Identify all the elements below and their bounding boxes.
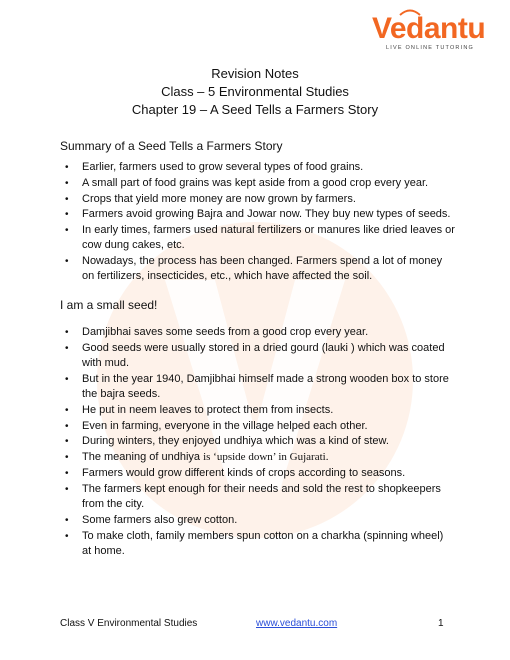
doc-heading-chapter: Chapter 19 – A Seed Tells a Farmers Story	[131, 102, 379, 117]
list-item: • Crops that yield more money are now grown by farmers.	[60, 192, 455, 207]
section-summary-title: Summary of a Seed Tells a Farmers Story	[60, 139, 283, 153]
list-item: • Nowadays, the process has been changed. Farmers spend a lot of money on fertilizers, insecticides, etc., which have affected the soil.	[60, 254, 455, 284]
list-item: • Farmers would grow different kinds of crops according to seasons.	[60, 466, 455, 481]
section-small-seed-title: I am a small seed!	[60, 298, 158, 312]
logo-accent-icon	[399, 8, 421, 16]
doc-heading-class: Class – 5 Environmental Studies	[161, 84, 349, 99]
doc-heading-revision-notes: Revision Notes	[211, 66, 299, 81]
list-item	[60, 450, 455, 465]
summary-list	[60, 160, 455, 285]
undhiya-prefix: The meaning of undhiya	[82, 451, 204, 464]
logo-wordmark: Vedantu	[372, 12, 486, 45]
list-item: • To make cloth, family members spun cotton on a charkha (spinning wheel) at home.	[60, 529, 455, 559]
list-item: • Even in farming, everyone in the village helped each other.	[60, 419, 455, 434]
list-item: • But in the year 1940, Damjibhai himself made a strong wooden box to store the bajra seeds.	[60, 372, 455, 402]
list-item: • Damjibhai saves some seeds from a good crop every year.	[60, 325, 455, 340]
list-item: • During winters, they enjoyed undhiya which was a kind of stew.	[60, 434, 455, 449]
logo-tagline: LIVE ONLINE TUTORING	[386, 45, 474, 51]
list-item: • Earlier, farmers used to grow several types of food grains.	[60, 160, 455, 175]
list-item: • Good seeds were usually stored in a dried gourd (lauki ) which was coated with mud.	[60, 341, 455, 371]
list-item: • Some farmers also grew cotton.	[60, 513, 455, 528]
list-item: • Farmers avoid growing Bajra and Jowar now. They buy new types of seeds.	[60, 207, 455, 222]
list-item: • He put in neem leaves to protect them from insects.	[60, 403, 455, 418]
undhiya-meaning: is ‘upside down’ in Gujarati.	[203, 451, 329, 464]
page-number: 1	[438, 618, 444, 629]
footer-website-link[interactable]: www.vedantu.com	[256, 618, 338, 629]
list-item: • The farmers kept enough for their needs and sold the rest to shopkeepers from the city.	[60, 482, 455, 512]
vedantu-logo	[372, 12, 492, 56]
list-item: • A small part of food grains was kept aside from a good crop every year.	[60, 176, 455, 191]
small-seed-list	[60, 325, 455, 560]
list-item: • In early times, farmers used natural fertilizers or manures like dried leaves or cow dung cakes, etc.	[60, 223, 455, 253]
footer-course-label: Class V Environmental Studies	[60, 618, 198, 629]
